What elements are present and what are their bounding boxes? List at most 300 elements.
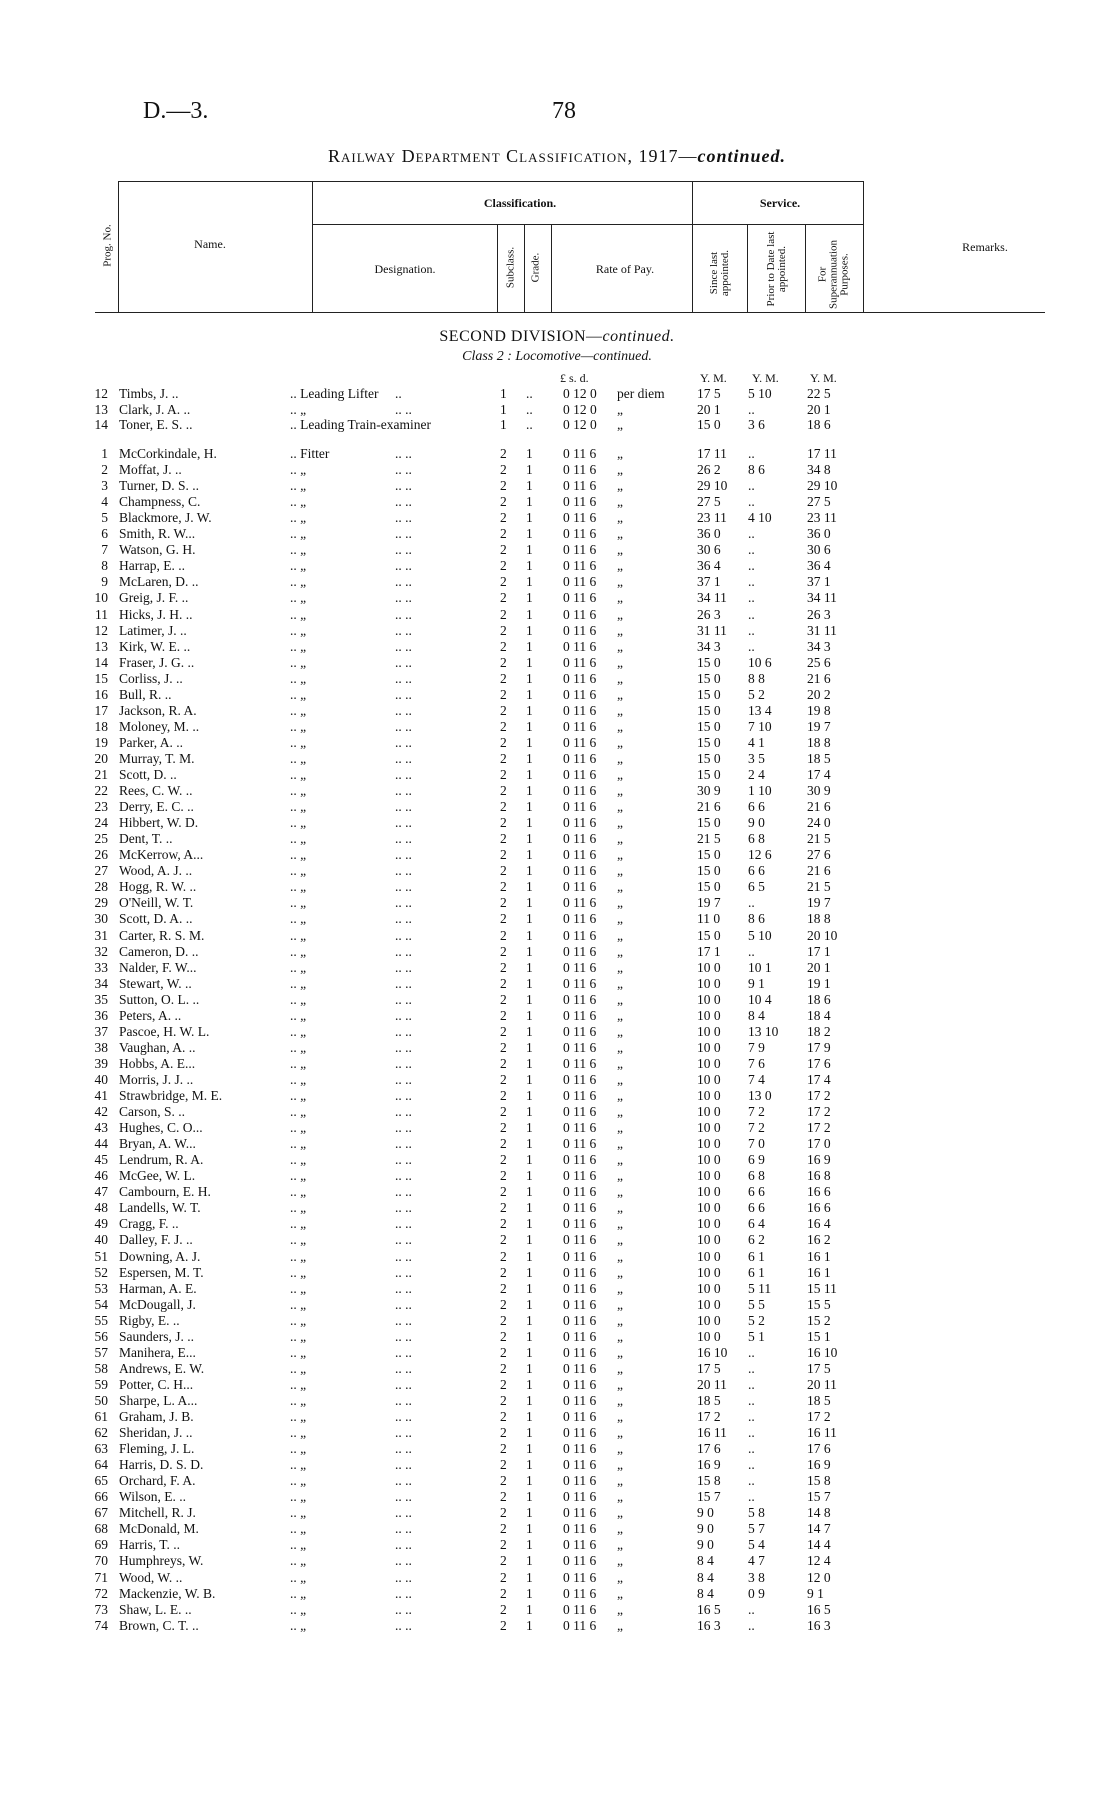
staff-name: Kirk, W. E. .. bbox=[119, 638, 191, 654]
service-prior: 7 9 bbox=[748, 1039, 765, 1055]
table-row bbox=[0, 1521, 1114, 1536]
subclass: 2 bbox=[500, 526, 507, 542]
leader-dots: .. .. bbox=[395, 1039, 412, 1055]
prog-no: 30 bbox=[94, 911, 108, 927]
staff-name: McKerrow, A... bbox=[119, 847, 204, 863]
leader-dots: .. .. bbox=[395, 1136, 412, 1152]
pay-unit: „ bbox=[617, 702, 623, 718]
service-superannuation: 18 6 bbox=[807, 417, 831, 432]
designation: .. „ bbox=[290, 783, 307, 799]
pay-unit: „ bbox=[617, 895, 623, 911]
designation: .. „ bbox=[290, 702, 307, 718]
pay-unit: „ bbox=[617, 606, 623, 622]
designation: .. „ bbox=[290, 718, 307, 734]
prog-no: 72 bbox=[94, 1585, 108, 1601]
subclass: 1 bbox=[500, 417, 507, 432]
staff-name: McLaren, D. .. bbox=[119, 574, 199, 590]
rate-of-pay: 0 11 6 bbox=[563, 478, 597, 494]
pay-unit: „ bbox=[617, 975, 623, 991]
leader-dots: .. .. bbox=[395, 622, 412, 638]
service-superannuation: 16 6 bbox=[807, 1200, 831, 1216]
prog-no: 51 bbox=[94, 1248, 108, 1264]
rate-of-pay: 0 11 6 bbox=[563, 1601, 597, 1617]
rate-of-pay: 0 11 6 bbox=[563, 670, 597, 686]
units-ym-prior: Y. M. bbox=[752, 371, 779, 385]
designation: .. „ bbox=[290, 975, 307, 991]
pay-unit: „ bbox=[617, 831, 623, 847]
table-row bbox=[0, 1200, 1114, 1215]
leader-dots: .. .. bbox=[395, 991, 412, 1007]
service-superannuation: 19 7 bbox=[807, 718, 831, 734]
designation: .. „ bbox=[290, 1200, 307, 1216]
subclass: 2 bbox=[500, 1553, 507, 1569]
service-prior: .. bbox=[748, 590, 755, 606]
service-since-last: 10 0 bbox=[697, 1264, 721, 1280]
staff-name: Hogg, R. W. .. bbox=[119, 879, 197, 895]
designation: .. Leading Lifter bbox=[290, 386, 379, 401]
service-prior: .. bbox=[748, 622, 755, 638]
pay-unit: „ bbox=[617, 847, 623, 863]
service-prior: 8 8 bbox=[748, 670, 765, 686]
service-superannuation: 21 6 bbox=[807, 670, 831, 686]
service-prior: .. bbox=[748, 401, 755, 417]
staff-name: Hobbs, A. E... bbox=[119, 1055, 196, 1071]
grade: 1 bbox=[526, 1248, 533, 1264]
staff-name: Turner, D. S. .. bbox=[119, 478, 199, 494]
service-prior: .. bbox=[748, 526, 755, 542]
rate-of-pay: 0 11 6 bbox=[563, 927, 597, 943]
service-prior: .. bbox=[748, 1360, 755, 1376]
designation: .. „ bbox=[290, 1521, 307, 1537]
pay-unit: „ bbox=[617, 959, 623, 975]
table-row bbox=[0, 992, 1114, 1007]
prog-no: 57 bbox=[94, 1344, 108, 1360]
grade: 1 bbox=[526, 1409, 533, 1424]
designation: .. „ bbox=[290, 815, 307, 831]
subclass: 2 bbox=[500, 510, 507, 526]
designation: .. „ bbox=[290, 863, 307, 879]
staff-name: Carson, S. .. bbox=[119, 1104, 186, 1120]
prog-no: 58 bbox=[94, 1360, 108, 1376]
subclass: 2 bbox=[500, 863, 507, 879]
service-superannuation: 20 11 bbox=[807, 1376, 837, 1392]
subclass: 2 bbox=[500, 783, 507, 799]
leader-dots: .. .. bbox=[395, 750, 412, 766]
table-row bbox=[0, 462, 1114, 477]
staff-name: Hibbert, W. D. bbox=[119, 815, 199, 831]
designation: .. „ bbox=[290, 1264, 307, 1280]
staff-name: Wood, W. .. bbox=[119, 1569, 183, 1585]
service-superannuation: 18 8 bbox=[807, 911, 831, 927]
table-row bbox=[0, 446, 1114, 461]
pay-unit: „ bbox=[617, 1120, 623, 1136]
staff-name: McGee, W. L. bbox=[119, 1168, 196, 1184]
service-superannuation: 17 6 bbox=[807, 1055, 831, 1071]
table-row bbox=[0, 815, 1114, 830]
service-since-last: 26 3 bbox=[697, 606, 721, 622]
prog-no: 2 bbox=[101, 462, 108, 478]
prog-no: 45 bbox=[94, 1152, 108, 1168]
designation: .. „ bbox=[290, 1328, 307, 1344]
grade: 1 bbox=[526, 959, 533, 975]
grade: 1 bbox=[526, 1457, 533, 1473]
table-row bbox=[0, 1345, 1114, 1360]
prog-no: 59 bbox=[94, 1376, 108, 1392]
pay-unit: „ bbox=[617, 1344, 623, 1360]
staff-name: Manihera, E... bbox=[119, 1344, 196, 1360]
pay-unit: „ bbox=[617, 1328, 623, 1344]
division-suffix: continued. bbox=[602, 328, 675, 345]
subclass: 2 bbox=[500, 815, 507, 831]
staff-name: Jackson, R. A. bbox=[119, 702, 197, 718]
table-row bbox=[0, 1216, 1114, 1231]
grade: 1 bbox=[526, 638, 533, 654]
designation: .. „ bbox=[290, 1585, 307, 1601]
rate-of-pay: 0 11 6 bbox=[563, 606, 597, 622]
service-since-last: 8 4 bbox=[697, 1569, 714, 1585]
pay-unit: „ bbox=[617, 1553, 623, 1569]
subclass: 2 bbox=[500, 1088, 507, 1103]
staff-name: Strawbridge, M. E. bbox=[119, 1088, 223, 1103]
pay-unit: „ bbox=[617, 1136, 623, 1152]
grade: 1 bbox=[526, 622, 533, 638]
table-row bbox=[0, 976, 1114, 991]
grade: 1 bbox=[526, 1007, 533, 1023]
table-row bbox=[0, 1024, 1114, 1039]
subclass: 1 bbox=[500, 401, 507, 417]
service-since-last: 15 8 bbox=[697, 1473, 721, 1489]
service-superannuation: 17 4 bbox=[807, 767, 831, 782]
prog-no: 54 bbox=[94, 1296, 108, 1312]
staff-name: Champness, C. bbox=[119, 494, 201, 510]
table-row bbox=[0, 703, 1114, 718]
subclass: 2 bbox=[500, 975, 507, 991]
subclass: 2 bbox=[500, 638, 507, 654]
rate-of-pay: 0 11 6 bbox=[563, 943, 597, 959]
prog-no: 43 bbox=[94, 1120, 108, 1136]
grade: 1 bbox=[526, 718, 533, 734]
service-superannuation: 18 5 bbox=[807, 1392, 831, 1408]
grade: 1 bbox=[526, 1585, 533, 1601]
service-since-last: 31 11 bbox=[697, 622, 727, 638]
subclass: 2 bbox=[500, 1280, 507, 1296]
service-prior: 8 6 bbox=[748, 462, 765, 478]
table-row bbox=[0, 1409, 1114, 1424]
header-since-last: Since last appointed. bbox=[708, 249, 731, 297]
pay-unit: „ bbox=[617, 558, 623, 574]
service-superannuation: 18 6 bbox=[807, 991, 831, 1007]
service-prior: .. bbox=[748, 943, 755, 959]
subclass: 2 bbox=[500, 750, 507, 766]
designation: .. „ bbox=[290, 1505, 307, 1521]
grade: 1 bbox=[526, 606, 533, 622]
grade: 1 bbox=[526, 1280, 533, 1296]
leader-dots: .. .. bbox=[395, 686, 412, 702]
rate-of-pay: 0 12 0 bbox=[563, 417, 597, 432]
pay-unit: „ bbox=[617, 718, 623, 734]
table-row bbox=[0, 386, 1114, 401]
leader-dots: .. .. bbox=[395, 1409, 412, 1424]
pay-unit: „ bbox=[617, 1312, 623, 1328]
designation: .. „ bbox=[290, 654, 307, 670]
table-row bbox=[0, 1249, 1114, 1264]
col-rule-prior bbox=[747, 224, 748, 312]
staff-name: Morris, J. J. .. bbox=[119, 1071, 194, 1087]
leader-dots: .. .. bbox=[395, 1088, 412, 1103]
prog-no: 13 bbox=[94, 638, 108, 654]
service-since-last: 10 0 bbox=[697, 1312, 721, 1328]
table-row bbox=[0, 478, 1114, 493]
leader-dots: .. .. bbox=[395, 1184, 412, 1200]
leader-dots: .. .. bbox=[395, 670, 412, 686]
grade: 1 bbox=[526, 750, 533, 766]
designation: .. „ bbox=[290, 1216, 307, 1232]
pay-unit: „ bbox=[617, 1071, 623, 1087]
leader-dots: .. .. bbox=[395, 510, 412, 526]
service-prior: 2 4 bbox=[748, 767, 765, 782]
service-prior: .. bbox=[748, 895, 755, 911]
subclass: 2 bbox=[500, 847, 507, 863]
prog-no: 40 bbox=[94, 1071, 108, 1087]
service-superannuation: 37 1 bbox=[807, 574, 831, 590]
service-superannuation: 17 9 bbox=[807, 1039, 831, 1055]
rate-of-pay: 0 11 6 bbox=[563, 1136, 597, 1152]
prog-no: 17 bbox=[94, 702, 108, 718]
subclass: 2 bbox=[500, 558, 507, 574]
staff-name: Sharpe, L. A... bbox=[119, 1392, 198, 1408]
document-code: D.—3. bbox=[143, 98, 209, 124]
pay-unit: „ bbox=[617, 462, 623, 478]
grade: 1 bbox=[526, 1039, 533, 1055]
subclass: 2 bbox=[500, 494, 507, 510]
pay-unit: „ bbox=[617, 622, 623, 638]
rate-of-pay: 0 11 6 bbox=[563, 494, 597, 510]
leader-dots: .. .. bbox=[395, 1617, 412, 1633]
prog-no: 13 bbox=[94, 401, 108, 417]
leader-dots: .. .. bbox=[395, 1585, 412, 1601]
service-superannuation: 23 11 bbox=[807, 510, 837, 526]
leader-dots: .. .. bbox=[395, 1232, 412, 1248]
grade: 1 bbox=[526, 767, 533, 782]
rate-of-pay: 0 11 6 bbox=[563, 1184, 597, 1200]
grade: 1 bbox=[526, 863, 533, 879]
service-prior: .. bbox=[748, 1425, 755, 1441]
subclass: 2 bbox=[500, 606, 507, 622]
grade: 1 bbox=[526, 542, 533, 558]
service-prior: 10 1 bbox=[748, 959, 772, 975]
prog-no: 9 bbox=[101, 574, 108, 590]
leader-dots: .. .. bbox=[395, 590, 412, 606]
subclass: 2 bbox=[500, 1152, 507, 1168]
table-row bbox=[0, 1136, 1114, 1151]
grade: 1 bbox=[526, 831, 533, 847]
grade: .. bbox=[526, 401, 533, 417]
subclass: 2 bbox=[500, 911, 507, 927]
subclass: 2 bbox=[500, 1104, 507, 1120]
rate-of-pay: 0 11 6 bbox=[563, 1039, 597, 1055]
prog-no: 34 bbox=[94, 975, 108, 991]
staff-name: Bull, R. .. bbox=[119, 686, 172, 702]
staff-name: Moloney, M. .. bbox=[119, 718, 200, 734]
grade: 1 bbox=[526, 847, 533, 863]
service-since-last: 16 5 bbox=[697, 1601, 721, 1617]
prog-no: 15 bbox=[94, 670, 108, 686]
pay-unit: „ bbox=[617, 478, 623, 494]
staff-name: Pascoe, H. W. L. bbox=[119, 1023, 210, 1039]
leader-dots: .. .. bbox=[395, 1248, 412, 1264]
subclass: 2 bbox=[500, 1264, 507, 1280]
service-prior: 4 10 bbox=[748, 510, 772, 526]
designation: .. „ bbox=[290, 1184, 307, 1200]
service-prior: 9 0 bbox=[748, 815, 765, 831]
service-superannuation: 16 6 bbox=[807, 1184, 831, 1200]
designation: .. „ bbox=[290, 1007, 307, 1023]
leader-dots: .. .. bbox=[395, 526, 412, 542]
service-superannuation: 27 6 bbox=[807, 847, 831, 863]
leader-dots: .. .. bbox=[395, 1601, 412, 1617]
subclass: 2 bbox=[500, 1617, 507, 1633]
designation: .. „ bbox=[290, 1039, 307, 1055]
grade: 1 bbox=[526, 1071, 533, 1087]
table-row bbox=[0, 944, 1114, 959]
service-since-last: 26 2 bbox=[697, 462, 721, 478]
subclass: 2 bbox=[500, 927, 507, 943]
rate-of-pay: 0 11 6 bbox=[563, 879, 597, 895]
prog-no: 1 bbox=[101, 446, 108, 461]
designation: .. „ bbox=[290, 911, 307, 927]
rate-of-pay: 0 11 6 bbox=[563, 622, 597, 638]
subclass: 2 bbox=[500, 1071, 507, 1087]
service-prior: 5 10 bbox=[748, 927, 772, 943]
staff-name: Wilson, E. .. bbox=[119, 1489, 186, 1505]
designation: .. „ bbox=[290, 943, 307, 959]
staff-name: Latimer, J. .. bbox=[119, 622, 187, 638]
designation: .. „ bbox=[290, 1296, 307, 1312]
rate-of-pay: 0 11 6 bbox=[563, 1376, 597, 1392]
pay-unit: „ bbox=[617, 1425, 623, 1441]
pay-unit: „ bbox=[617, 1585, 623, 1601]
table-row bbox=[0, 1329, 1114, 1344]
leader-dots: .. .. bbox=[395, 1360, 412, 1376]
rate-of-pay: 0 11 6 bbox=[563, 1264, 597, 1280]
leader-dots: .. .. bbox=[395, 1200, 412, 1216]
table-row bbox=[0, 831, 1114, 846]
service-superannuation: 17 2 bbox=[807, 1409, 831, 1424]
subclass: 2 bbox=[500, 1360, 507, 1376]
service-since-last: 37 1 bbox=[697, 574, 721, 590]
subclass: 2 bbox=[500, 1312, 507, 1328]
designation: .. „ bbox=[290, 1601, 307, 1617]
designation: .. „ bbox=[290, 1088, 307, 1103]
leader-dots: .. .. bbox=[395, 879, 412, 895]
service-superannuation: 36 0 bbox=[807, 526, 831, 542]
table-row bbox=[0, 879, 1114, 894]
leader-dots: .. .. bbox=[395, 1168, 412, 1184]
designation: .. „ bbox=[290, 1312, 307, 1328]
col-rule-grade bbox=[524, 224, 525, 312]
service-since-last: 16 9 bbox=[697, 1457, 721, 1473]
grade: 1 bbox=[526, 1441, 533, 1457]
pay-unit: „ bbox=[617, 590, 623, 606]
section-class: Class 2 : Locomotive—continued. bbox=[462, 349, 652, 364]
header-bottom-rule bbox=[95, 312, 1045, 313]
designation: .. „ bbox=[290, 1489, 307, 1505]
grade: 1 bbox=[526, 911, 533, 927]
subclass: 2 bbox=[500, 702, 507, 718]
pay-unit: „ bbox=[617, 750, 623, 766]
pay-unit: „ bbox=[617, 446, 623, 461]
prog-no: 28 bbox=[94, 879, 108, 895]
pay-unit: „ bbox=[617, 1200, 623, 1216]
designation: .. „ bbox=[290, 734, 307, 750]
designation: .. „ bbox=[290, 1071, 307, 1087]
staff-name: Smith, R. W... bbox=[119, 526, 196, 542]
subclass: 2 bbox=[500, 590, 507, 606]
table-row bbox=[0, 1072, 1114, 1087]
leader-dots: .. .. bbox=[395, 401, 412, 417]
designation: .. „ bbox=[290, 1537, 307, 1553]
subclass: 2 bbox=[500, 1023, 507, 1039]
prog-no: 16 bbox=[94, 686, 108, 702]
table-row bbox=[0, 1265, 1114, 1280]
rate-of-pay: 0 11 6 bbox=[563, 1569, 597, 1585]
designation: .. „ bbox=[290, 670, 307, 686]
rate-of-pay: 0 11 6 bbox=[563, 574, 597, 590]
header-for-super: For Superannuation Purposes. bbox=[816, 239, 851, 310]
service-superannuation: 15 8 bbox=[807, 1473, 831, 1489]
table-row bbox=[0, 1553, 1114, 1568]
service-since-last: 10 0 bbox=[697, 1007, 721, 1023]
rate-of-pay: 0 11 6 bbox=[563, 767, 597, 782]
table-row bbox=[0, 719, 1114, 734]
service-superannuation: 16 1 bbox=[807, 1264, 831, 1280]
service-superannuation: 17 2 bbox=[807, 1104, 831, 1120]
prog-no: 35 bbox=[94, 991, 108, 1007]
service-prior: 6 8 bbox=[748, 831, 765, 847]
grade: 1 bbox=[526, 1152, 533, 1168]
service-prior: 7 10 bbox=[748, 718, 772, 734]
designation: .. „ bbox=[290, 1023, 307, 1039]
staff-name: Moffat, J. .. bbox=[119, 462, 182, 478]
service-since-last: 9 0 bbox=[697, 1521, 714, 1537]
prog-no: 71 bbox=[94, 1569, 108, 1585]
pay-unit: „ bbox=[617, 911, 623, 927]
designation: .. „ bbox=[290, 991, 307, 1007]
designation: .. „ bbox=[290, 1425, 307, 1441]
rate-of-pay: 0 11 6 bbox=[563, 1296, 597, 1312]
rate-of-pay: 0 11 6 bbox=[563, 1248, 597, 1264]
staff-name: Dalley, F. J. .. bbox=[119, 1232, 193, 1248]
service-since-last: 10 0 bbox=[697, 1088, 721, 1103]
rate-of-pay: 0 11 6 bbox=[563, 686, 597, 702]
prog-no: 7 bbox=[101, 542, 108, 558]
grade: 1 bbox=[526, 1296, 533, 1312]
service-since-last: 10 0 bbox=[697, 1296, 721, 1312]
grade: 1 bbox=[526, 1392, 533, 1408]
service-prior: .. bbox=[748, 1376, 755, 1392]
service-superannuation: 16 10 bbox=[807, 1344, 838, 1360]
pay-unit: „ bbox=[617, 1376, 623, 1392]
grade: 1 bbox=[526, 462, 533, 478]
prog-no: 42 bbox=[94, 1104, 108, 1120]
rate-of-pay: 0 11 6 bbox=[563, 446, 597, 461]
pay-unit: „ bbox=[617, 494, 623, 510]
pay-unit: „ bbox=[617, 1409, 623, 1424]
subclass: 2 bbox=[500, 767, 507, 782]
rate-of-pay: 0 12 0 bbox=[563, 386, 597, 401]
service-since-last: 21 6 bbox=[697, 799, 721, 815]
table-row bbox=[0, 895, 1114, 910]
